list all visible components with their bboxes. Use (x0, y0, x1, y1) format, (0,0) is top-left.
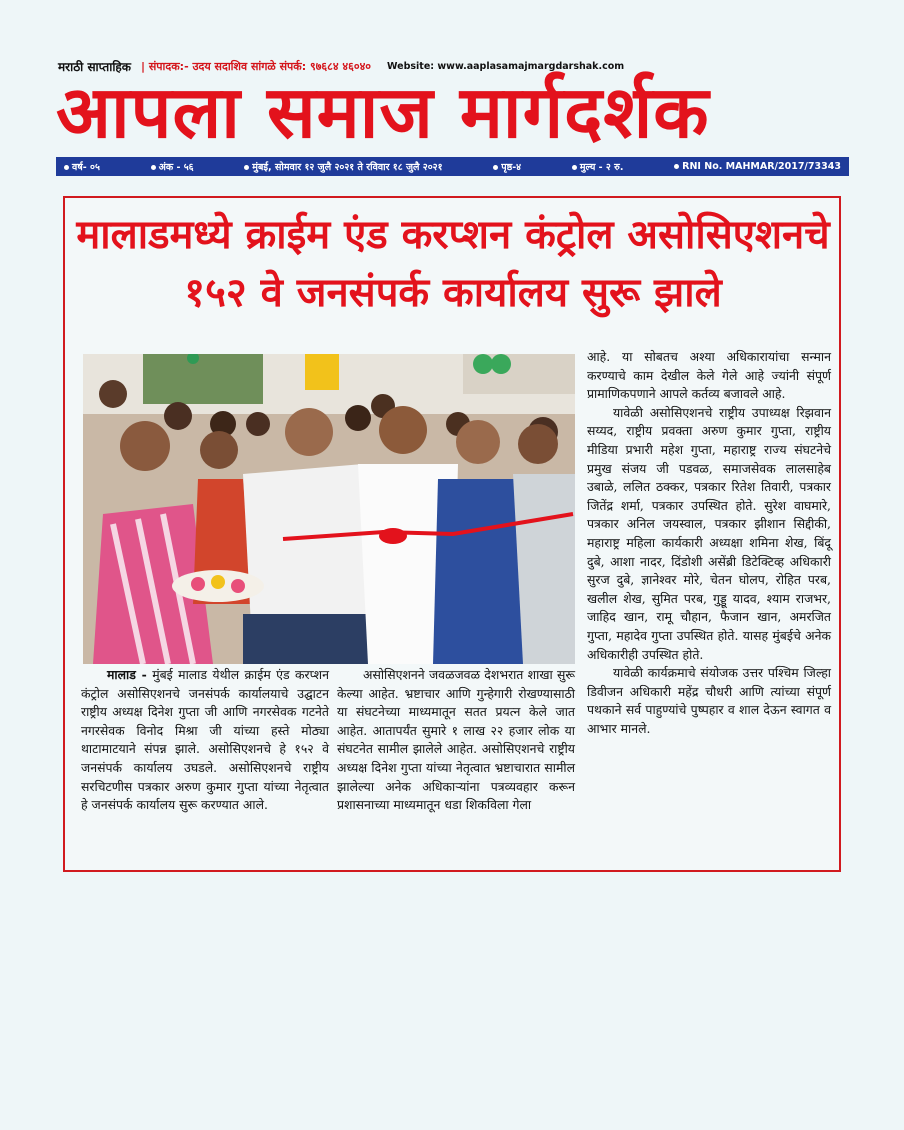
rni-item: RNI No. MAHMAR/2017/73343 (674, 161, 841, 172)
article-column-1 (81, 666, 329, 815)
newspaper-title: आपला समाज मार्गदर्शक (56, 70, 710, 154)
issue-item: अंक - ५६ (151, 160, 194, 173)
year-item: वर्ष- ०५ (64, 160, 100, 173)
dateline-place: मालाड - (107, 667, 147, 682)
price-item: मुल्य - २ रु. (572, 160, 624, 173)
website-link[interactable]: Website: www.aaplasamajmargdarshak.com (387, 60, 625, 72)
bullet-icon (493, 165, 498, 170)
bullet-icon (572, 165, 577, 170)
ribbon-cutting-photo (83, 354, 575, 664)
event-photo (83, 354, 575, 664)
article-column-2 (337, 666, 575, 815)
weekly-label: मराठी साप्ताहिक (58, 59, 132, 74)
column-3-paragraph-2: यावेळी असोसिएशनचे राष्ट्रीय उपाध्यक्ष रिझवान सय्यद, राष्ट्रीय प्रवक्ता अरुण कुमार गुप्ता, राष्ट्रीय मीडिया प्रभारी महेश गुप्ता, महाराष्ट्र राज्य संघटनेचे प्रमुख संजय जी पडवळ, समाजसेवक लालसाहेब उबाळे, ललित ठक्कर, पत्रकार रितेश तिवारी, पत्रकार जितेंद्र शर्मा, पत्रकार उपस्थित होते. सुरेश वाघमारे, पत्रकार अनिल जयस्वाल, पत्रकार झीशान सिद्दीकी, महाराष्ट्र महिला कार्यकारी अध्यक्षा शमिना शेख, बिंदू दुबे, आशा नादर, दिंडोशी असेंब्री डिटेक्टिव्ह अधिकारी सुरज दुबे, ज्ञानेश्वर मोरे, चेतन घोलप, रोहित परब, खलील शेख, सुमित परब, गुड्डू यादव, श्याम राजभर, जाहिद खान, रामू चौहान, फैजान खान, अमरजित गुप्ता, महादेव गुप्ता उपस्थित होते. यासह मुंबईचे अनेक अधिकारीही उपस्थित होते. (587, 404, 831, 662)
bullet-icon (674, 164, 679, 169)
article-column-3 (587, 348, 831, 738)
article-frame (63, 196, 841, 872)
editor-line: | संपादक:- उदय सदाशिव सांगळे संपर्क: ९७६८४ ४६०४० (141, 59, 372, 73)
date-item: मुंबई, सोमवार १२ जुलै २०२१ ते रविवार १८ जुलै २०२१ (244, 160, 442, 173)
column-3-paragraph-1: आहे. या सोबतच अश्या अधिकारायांचा सन्मान करण्याचे काम देखील केले गेले आहे ज्यांनी संपूर्ण प्रामाणिकपणाने आपले कर्तव्य बजावले आहे. (587, 349, 831, 402)
column-1-text: मुंबई मालाड येथील क्राईम एंड करप्शन कंट्रोल असोसिएशनचे जनसंपर्क कार्यालयाचे उद्घाटन राष्ट्रीय अध्यक्ष दिनेश गुप्ता जी आणि नगरसेवक गटनेते नगरसेवक विनोद मिश्रा जी यांच्या हस्ते मोठ्या थाटामाटयाने संपन्न झाले. असोसिएशनचे हे १५२ वे जनसंपर्क कार्यालय उघडले. असोसिएशनचे राष्ट्रीय सरचिटणीस पत्रकार अरुण कुमार गुप्ता यांच्या नेतृत्वात हे जनसंपर्क कार्यालय सुरू करण्यात आले. (81, 667, 329, 813)
article-headline: मालाडमध्ये क्राईम एंड करप्शन कंट्रोल असोसिएशनचे १५२ वे जनसंपर्क कार्यालय सुरू झाले (76, 212, 830, 316)
bullet-icon (64, 165, 69, 170)
issue-info-bar (56, 157, 849, 176)
pages-item: पृष्ठ-४ (493, 160, 521, 173)
column-2-text: असोसिएशनने जवळजवळ देशभरात शाखा सुरू केल्या आहेत. भ्रष्टाचार आणि गुन्हेगारी रोखण्यासाठी या संघटनेच्या माध्यमातून सतत प्रयत्न केले जात आहेत. आतापर्यंत सुमारे १ लाख २२ हजार लोक या संघटनेत सामील झालेले आहेत. असोसिएशनचे राष्ट्रीय अध्यक्ष दिनेश गुप्ता यांच्या नेतृत्वात भ्रष्टाचारात सामील झालेल्या अनेक अधिकाऱ्यांना पत्रव्यवहार करून प्रशासनाच्या माध्यमातून धडा शिकविला गेला (337, 667, 575, 813)
bullet-icon (151, 165, 156, 170)
column-3-paragraph-3: यावेळी कार्यक्रमाचे संयोजक उत्तर पश्चिम जिल्हा डिवीजन अधिकारी महेंद्र चौधरी आणि त्यांच्या संपूर्ण पथकाने सर्व पाहुण्यांचे पुष्पहार व शाल देऊन स्वागत व आभार मानले. (587, 665, 831, 736)
bullet-icon (244, 165, 249, 170)
